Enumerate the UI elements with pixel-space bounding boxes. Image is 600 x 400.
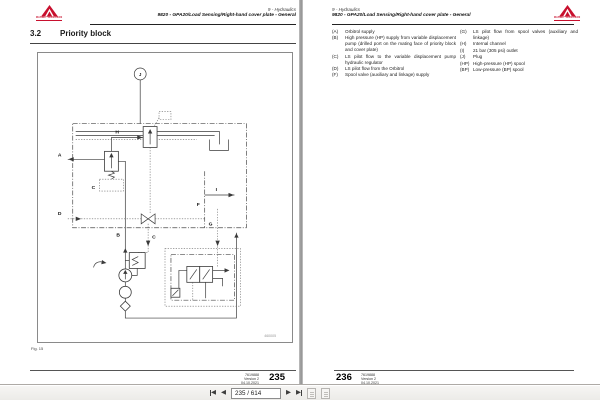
diagram-label-G: G: [208, 222, 213, 228]
legend-item-D: [332, 66, 456, 72]
legend-item-J: [460, 54, 578, 60]
last-page-bar-icon: [301, 390, 302, 396]
legend-key: (C): [332, 53, 339, 59]
page-236: [303, 0, 600, 384]
diagram-label-D: D: [57, 211, 62, 217]
page-header: [332, 7, 554, 19]
legend-text: Plug: [473, 54, 483, 60]
page-number-box: [231, 388, 281, 399]
page-number: 236: [336, 372, 352, 383]
mf-triple-triangle-icon: [41, 5, 58, 17]
priority-block-schematic: [38, 53, 292, 342]
legend-text: LS pilot flow from spool valves (auxiliary and linkage): [473, 29, 578, 40]
legend-key: (HP): [460, 60, 470, 66]
legend-text: Spool valve (auxiliary and linkage) supply: [345, 72, 430, 78]
legend-key: (B): [332, 35, 339, 41]
first-page-arrow-icon: ◀: [211, 389, 216, 396]
doc-version: Version 2: [361, 377, 376, 382]
section-heading-text: Priority block: [60, 29, 112, 38]
legend-item-B: [332, 35, 456, 53]
diagram-label-J: J: [139, 72, 142, 78]
legend-item-BP: [460, 67, 578, 73]
legend-text: High pressure (HP) supply from variable displacement pump (drilled port on the mating face of priority block and cover plate): [345, 35, 456, 53]
diagram-label-F: F: [196, 202, 200, 208]
header-rule: [90, 24, 296, 25]
legend-item-F: [332, 72, 456, 78]
section-heading: [30, 29, 111, 38]
page-number: 235: [269, 372, 285, 383]
figure-ref-number: 460005: [264, 333, 277, 338]
single-page-view-icon[interactable]: [307, 388, 316, 399]
section-title: 9820 - GPA20/Load Sensing/Right-hand cover plate - General: [332, 13, 471, 18]
legend-text: 21 bar (305 psi) outlet: [473, 47, 518, 53]
previous-page-button[interactable]: [221, 388, 226, 398]
legend-item-I: [460, 48, 578, 54]
legend-column-1: [332, 29, 456, 79]
last-page-arrow-icon: ▶: [296, 389, 301, 396]
legend-key: (F): [332, 72, 338, 78]
diagram-label-A: A: [57, 153, 62, 159]
chapter-label: 9 - Hydraulics: [267, 7, 296, 12]
diagram-label-I: I: [215, 188, 217, 194]
doc-version: Version 2: [244, 377, 259, 382]
heading-rule: [30, 43, 296, 44]
mf-triple-triangle-icon: [559, 5, 576, 17]
legend-text: High-pressure (HP) spool: [473, 60, 525, 66]
page-header: [60, 7, 296, 19]
diagram-label-H: H: [115, 130, 119, 136]
brand-name: MASSEY FERGUSON: [36, 17, 63, 19]
legend-item-C: [332, 54, 456, 66]
page-divider: [299, 0, 303, 384]
legend-item-A: [332, 29, 456, 35]
legend-key: (D): [332, 65, 339, 71]
section-number: 3.2: [30, 29, 42, 38]
diagram-label-C-pilot: C: [91, 186, 96, 192]
previous-page-arrow-icon: ◀: [221, 389, 226, 396]
figure-caption: Fig. 15: [31, 346, 44, 351]
legend-text: Internal channel: [473, 41, 506, 47]
chapter-label: 9 - Hydraulics: [332, 7, 361, 12]
legend-item-HP: [460, 61, 578, 67]
doc-number: 7619888: [245, 373, 259, 377]
page-navigation: [210, 387, 330, 399]
last-page-button[interactable]: [296, 388, 302, 398]
legend-key: (J): [460, 54, 466, 60]
legend-text: LS pilot flow from the Orbitrol: [345, 65, 405, 71]
massey-ferguson-logo: [36, 5, 62, 21]
doc-number: 7619888: [361, 373, 375, 377]
first-page-button[interactable]: [210, 388, 216, 398]
massey-ferguson-logo: [554, 5, 580, 21]
figure-frame: [37, 52, 293, 343]
footer-rule: [334, 370, 574, 371]
legend-text: Orbitrol supply: [345, 29, 375, 34]
page-235: [0, 0, 299, 384]
legend-item-G: [460, 29, 578, 41]
legend-text: LS pilot flow to the variable displacement pump hydraulic regulator: [345, 53, 456, 65]
legend-key: (I): [460, 47, 465, 53]
legend-item-H: [460, 41, 578, 47]
pdf-toolbar: [0, 384, 600, 400]
brand-name: MASSEY FERGUSON: [554, 17, 581, 19]
facing-page-view-icon[interactable]: [321, 388, 330, 399]
legend-key: (H): [460, 41, 467, 47]
legend-key: (BP): [460, 66, 470, 72]
legend-column-2: [460, 29, 578, 73]
diagram-label-B: B: [116, 233, 120, 239]
next-page-arrow-icon: ▶: [286, 389, 291, 396]
header-rule: [332, 24, 574, 25]
footer-rule: [30, 370, 296, 371]
legend-key: (G): [460, 29, 467, 34]
legend-key: (A): [332, 29, 339, 34]
diagram-label-C-ls: C: [152, 235, 156, 241]
next-page-button[interactable]: [286, 388, 291, 398]
legend-text: Low-pressure (BP) spool: [473, 66, 524, 72]
section-title: 9820 - GPA20/Load Sensing/Right-hand cover plate - General: [157, 13, 296, 18]
